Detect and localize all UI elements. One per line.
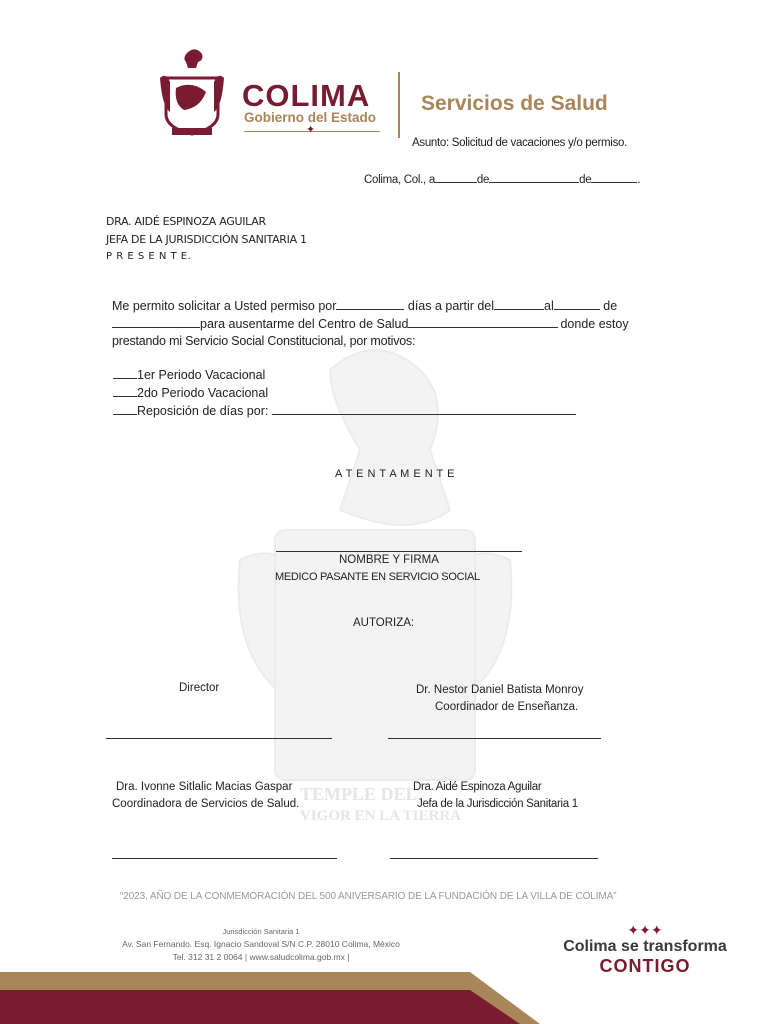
brand-name: COLIMA <box>242 78 371 113</box>
option-second-vacation: 2do Periodo Vacacional <box>113 384 576 402</box>
watermark-line1: TEMPLE DEL <box>300 784 418 804</box>
slogan-line-2: CONTIGO <box>599 956 691 976</box>
slogan-ornament-icon: ✦✦✦ <box>627 922 663 938</box>
brand-subtitle: Gobierno del Estado <box>244 110 377 125</box>
option-check-2[interactable] <box>113 385 137 397</box>
recipient-block <box>106 213 307 266</box>
option-check-3[interactable] <box>113 403 137 415</box>
slogan-line-1: Colima se transforma <box>563 938 727 955</box>
body-paragraph <box>112 298 637 351</box>
director-label: Director <box>179 682 220 694</box>
jurisdiction-head-role: Jefa de la Jurisdicción Sanitaria 1 <box>417 797 578 810</box>
footer-contact <box>96 925 426 964</box>
options-list <box>113 366 576 420</box>
director-signature-line[interactable] <box>106 738 332 739</box>
signer-role: MEDICO PASANTE EN SERVICIO SOCIAL <box>275 571 480 583</box>
closing-text: A T E N T A M E N T E <box>335 468 455 480</box>
place-label: Colima, Col., a <box>364 174 435 186</box>
coordinator-teaching-block <box>416 682 583 715</box>
days-count-field[interactable] <box>336 298 404 310</box>
month-field[interactable] <box>489 171 579 183</box>
body-line-1: Me permito solicitar a Usted permiso por días a partir del al de <box>112 299 618 313</box>
signature-label: NOMBRE Y FIRMA <box>339 554 439 566</box>
recipient-title: JEFA DE LA JURISDICCIÓN SANITARIA 1 <box>106 232 307 246</box>
month-period-field[interactable] <box>112 316 200 328</box>
replacement-reason-field[interactable] <box>272 403 576 415</box>
footer-stripes <box>0 968 768 1024</box>
jurisdiction-head-name: Dra. Aidé Espinoza Aguilar <box>413 781 542 793</box>
footer-contact-line: Tel. 312 31 2 0064 | www.saludcolima.gob.mx | <box>172 952 350 962</box>
day-field[interactable] <box>435 171 477 183</box>
body-line-2: para ausentarme del Centro de Salud donde estoy <box>112 316 637 334</box>
watermark-line2: VIGOR EN LA TIERRA <box>300 808 462 824</box>
coordinator-services-block <box>112 779 299 812</box>
coordinator-services-role: Coordinadora de Servicios de Salud. <box>112 797 300 810</box>
footer-office: Jurisdicción Sanitaria 1 <box>222 927 300 936</box>
recipient-name: DRA. AIDÉ ESPINOZA AGUILAR <box>106 215 266 228</box>
jurisdiction-head-block <box>413 779 578 812</box>
coordinator-teaching-role: Coordinador de Enseñanza. <box>435 700 579 713</box>
start-day-field[interactable] <box>494 298 544 310</box>
year-motto: “2023, AÑO DE LA CONMEMORACIÓN DEL 500 ANIVERSARIO DE LA FUNDACIÓN DE LA VILLA DE COLIMA” <box>120 891 617 902</box>
date-end: . <box>637 174 641 186</box>
end-day-field[interactable] <box>554 298 600 310</box>
coordinator-teaching-signature-line[interactable] <box>388 738 601 739</box>
recipient-present: P R E S E N T E. <box>106 251 192 262</box>
option-first-vacation: 1er Periodo Vacacional <box>113 366 576 384</box>
coordinator-services-name: Dra. Ivonne Sitlalic Macias Gaspar <box>116 781 293 793</box>
coordinator-teaching-name: Dr. Nestor Daniel Batista Monroy <box>416 684 584 696</box>
year-field[interactable] <box>591 171 637 183</box>
health-center-field[interactable] <box>408 316 558 328</box>
applicant-signature-line[interactable] <box>276 551 522 552</box>
date-de1: de <box>476 174 490 186</box>
coordinator-services-signature-line[interactable] <box>112 858 337 859</box>
brand-ornament: ✦ <box>244 128 380 136</box>
jurisdiction-head-signature-line[interactable] <box>390 858 598 859</box>
option-check-1[interactable] <box>113 367 137 379</box>
coat-of-arms-icon <box>158 48 226 140</box>
subject-line: Asunto: Solicitud de vacaciones y/o permiso. <box>412 137 628 149</box>
header-divider <box>398 72 400 138</box>
option-day-replacement: Reposición de días por: <box>113 402 576 420</box>
department-name: Servicios de Salud <box>421 92 608 115</box>
body-line-3: prestando mi Servicio Social Constitucional, por motivos: <box>112 334 416 348</box>
footer-address: Av. San Fernando. Esq. Ignacio Sandoval S/N C.P. 28010 Colima, México <box>122 939 400 949</box>
place-date-line <box>364 171 640 186</box>
authorize-label: AUTORIZA: <box>353 617 415 629</box>
date-de2: de <box>579 174 592 186</box>
